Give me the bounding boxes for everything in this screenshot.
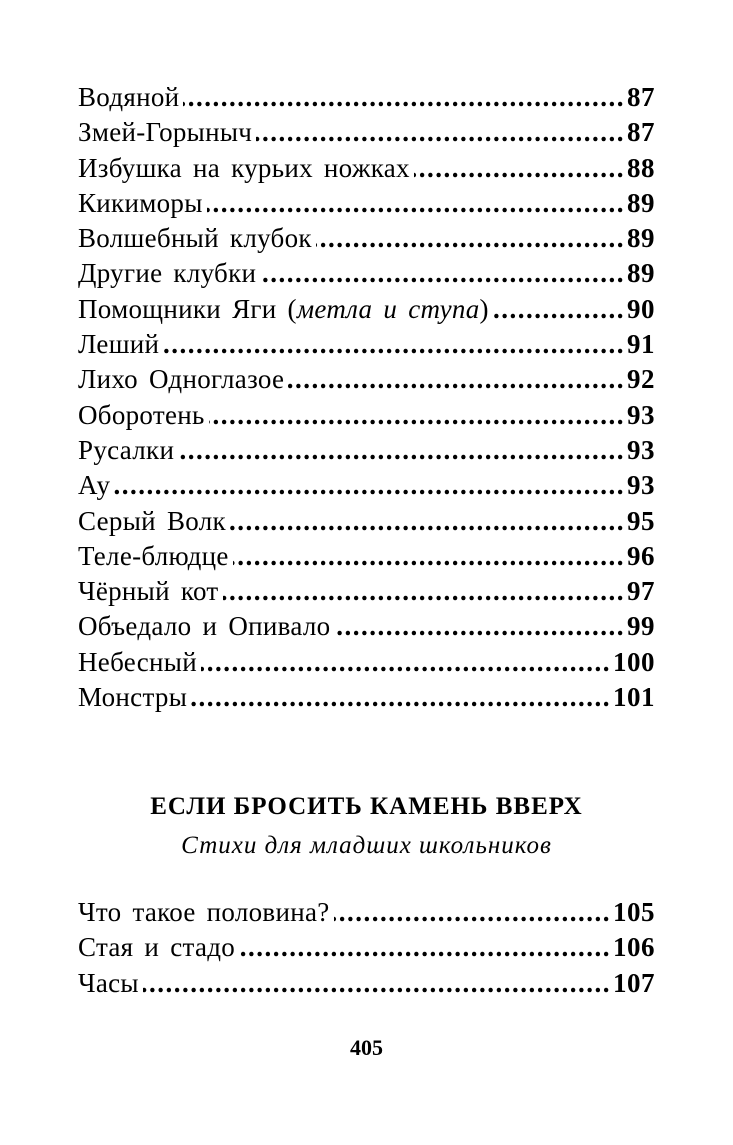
toc-entry [78, 682, 655, 717]
toc-entry [78, 647, 655, 682]
toc-entry [78, 294, 655, 329]
toc-entry-title: Другие клубки [78, 258, 257, 289]
dot-leader [223, 576, 625, 607]
dot-leader [260, 258, 625, 289]
toc-entry-page: 92 [627, 364, 655, 395]
toc-entry-page: 99 [627, 611, 655, 642]
toc-entry-page: 87 [627, 82, 655, 112]
toc-entry [78, 188, 655, 223]
toc-entry-title [78, 294, 489, 325]
toc-entry-title-part: ) [479, 293, 489, 324]
toc-entry-title: Оборотень [78, 399, 205, 430]
toc-entry-page: 89 [627, 258, 655, 289]
toc-entry [78, 153, 655, 188]
toc-entry [78, 82, 655, 117]
toc-entry-title: Стая и стадо [78, 932, 236, 963]
toc-entry [78, 223, 655, 258]
dot-leader [334, 897, 611, 928]
dot-leader [414, 153, 625, 184]
dot-leader [114, 470, 625, 501]
dot-leader [163, 329, 625, 360]
toc-entry [78, 435, 655, 470]
toc-entry-page: 106 [613, 932, 655, 963]
toc-entry [78, 968, 655, 1003]
toc-entry-page: 96 [627, 540, 655, 571]
toc-entry-page: 91 [627, 329, 655, 360]
toc-entry-title: Избушка на курьих ножках [78, 152, 410, 183]
toc-entry [78, 364, 655, 399]
toc-entry-title: Волшебный клубок [78, 223, 312, 254]
toc-entry-title: Змей-Горыныч [78, 117, 253, 148]
toc-entry-page: 89 [627, 223, 655, 254]
toc-entry-page: 89 [627, 187, 655, 218]
toc-entry [78, 576, 655, 611]
toc-entry-title-italic: метла и ступа [296, 293, 480, 324]
toc-entry-page: 93 [627, 434, 655, 465]
page-number: 405 [350, 1035, 383, 1060]
toc-entry-page: 95 [627, 505, 655, 536]
toc-entry-title: Серый Волк [78, 505, 226, 536]
toc-entry [78, 470, 655, 505]
dot-leader [209, 400, 625, 431]
toc-entry-title: Теле-блюдце [78, 540, 229, 571]
dot-leader [493, 294, 625, 325]
dot-leader [191, 682, 611, 713]
toc-entry-title: Чёрный кот [78, 576, 219, 607]
toc-entry-page: 107 [613, 967, 655, 998]
dot-leader [201, 647, 611, 678]
dot-leader [183, 82, 625, 113]
toc-entry-title: Монстры [78, 682, 188, 713]
toc-list-fairy-creatures [78, 82, 655, 717]
toc-entry-page: 101 [613, 682, 655, 713]
toc-entry [78, 611, 655, 646]
toc-entry-title: Кикиморы [78, 187, 203, 218]
section-subtitle: Стихи для младших школьников [181, 832, 552, 859]
toc-entry [78, 258, 655, 293]
dot-leader [288, 364, 625, 395]
toc-entry-page: 97 [627, 576, 655, 607]
toc-entry [78, 932, 655, 967]
dot-leader [207, 188, 625, 219]
dot-leader [233, 541, 625, 572]
dot-leader [239, 932, 611, 963]
toc-entry-page: 93 [627, 470, 655, 501]
toc-entry-title: Водяной [78, 82, 180, 112]
toc-entry [78, 400, 655, 435]
toc-entry [78, 329, 655, 364]
toc-entry-page: 88 [627, 152, 655, 183]
toc-entry-page: 87 [627, 117, 655, 148]
toc-entry-title: Леший [78, 329, 160, 360]
toc-entry-title: Часы [78, 967, 139, 998]
dot-leader [143, 968, 611, 999]
toc-entry-title: Русалки [78, 434, 175, 465]
dot-leader [334, 611, 625, 642]
toc-entry-page: 105 [613, 897, 655, 927]
toc-entry-title: Объедало и Опивало [78, 611, 331, 642]
toc-entry [78, 117, 655, 152]
dot-leader [316, 223, 625, 254]
toc-entry-title: Что такое половина? [78, 897, 330, 927]
toc-entry [78, 506, 655, 541]
toc-entry-page: 90 [627, 293, 655, 324]
toc-entry-title: Лихо Одноглазое [78, 364, 285, 395]
dot-leader [230, 506, 625, 537]
toc-entry-title-part: Помощники Яги ( [78, 293, 297, 324]
section-heading: ЕСЛИ БРОСИТЬ КАМЕНЬ ВВЕРХ [150, 793, 583, 820]
toc-entry-title: Ау [78, 470, 111, 501]
toc-entry-title: Небесный [78, 646, 197, 677]
toc-entry [78, 541, 655, 576]
toc-entry-page: 93 [627, 399, 655, 430]
dot-leader [256, 117, 625, 148]
toc-entry-page: 100 [613, 646, 655, 677]
toc-entry [78, 897, 655, 932]
dot-leader [178, 435, 625, 466]
toc-list-poems [78, 897, 655, 1003]
